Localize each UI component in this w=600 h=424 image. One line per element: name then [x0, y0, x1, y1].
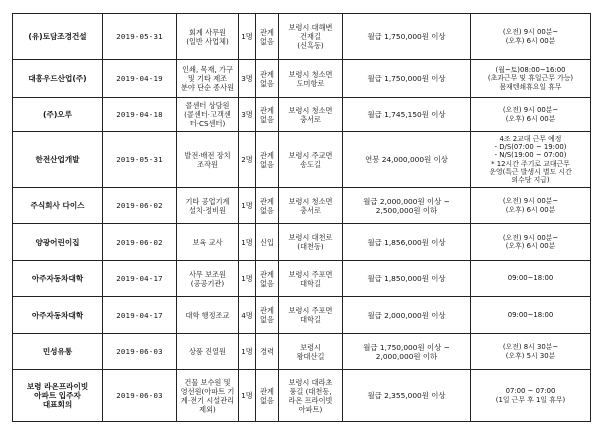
headcount-cell: 2명: [239, 132, 256, 188]
experience-cell: 관계 없음: [256, 261, 279, 297]
company-cell: 주식회사 다이스: [13, 188, 103, 224]
headcount-cell: 3명: [239, 98, 256, 132]
location-cell: 보령시 대해변 건재길 (신흑동): [279, 14, 343, 60]
experience-cell: 관계 없음: [256, 14, 279, 60]
headcount-cell: 1명: [239, 188, 256, 224]
job-title-cell: 건물 보수원 및 영선원(아파트 기 계·전기 시설관리 제외): [177, 370, 239, 422]
headcount-cell: 4명: [239, 297, 256, 334]
job-title-cell: 대학 행정조교: [177, 297, 239, 334]
hours-cell: (오전) 9시 00분~ (오후) 6시 00분: [471, 224, 591, 261]
company-cell: 민성유통: [13, 334, 103, 370]
pay-cell: 월급 1,745,150원 이상: [343, 98, 471, 132]
company-cell: (유)토담조경건설: [13, 14, 103, 60]
hours-cell: (월~토)08:00~16:00 (초과근무 및 휴일근무 가능) 몸재텐쇄휴요일 휴무: [471, 60, 591, 98]
deadline-cell: 2019-04-19: [103, 60, 177, 98]
headcount-cell: 3명: [239, 60, 256, 98]
job-title-cell: 보육 교사: [177, 224, 239, 261]
experience-cell: 관계 없음: [256, 98, 279, 132]
table-row: [13, 188, 591, 224]
job-title-cell: 기타 공업기계 설치·정비원: [177, 188, 239, 224]
company-cell: 양광어린이집: [13, 224, 103, 261]
headcount-cell: 1명: [239, 14, 256, 60]
deadline-cell: 2019-06-02: [103, 224, 177, 261]
hours-cell: 09:00~18:00: [471, 297, 591, 334]
company-cell: 대흥우드산업(주): [13, 60, 103, 98]
hours-cell: (오전) 8시 30분~ (오후) 5시 30분: [471, 334, 591, 370]
deadline-cell: 2019-04-17: [103, 297, 177, 334]
deadline-cell: 2019-05-31: [103, 132, 177, 188]
pay-cell: 월급 1,750,000원 이상: [343, 14, 471, 60]
experience-cell: 관계 없음: [256, 132, 279, 188]
job-listing-table: [12, 13, 591, 422]
location-cell: 보령시 청소면 도미항로: [279, 60, 343, 98]
location-cell: 보령시 대라초 풍길 (대천동, 라온 프라이빗 아파트): [279, 370, 343, 422]
job-title-cell: 상품 진열원: [177, 334, 239, 370]
table-row: [13, 370, 591, 422]
pay-cell: 월급 2,355,000원 이상: [343, 370, 471, 422]
headcount-cell: 1명: [239, 334, 256, 370]
location-cell: 보령시 청소면 충서로: [279, 188, 343, 224]
deadline-cell: 2019-06-03: [103, 370, 177, 422]
headcount-cell: 1명: [239, 261, 256, 297]
pay-cell: 월급 1,750,000원 이상 ~ 2,000,000원 이하: [343, 334, 471, 370]
company-cell: 한전산업개발: [13, 132, 103, 188]
table-row: [13, 60, 591, 98]
table-row: [13, 98, 591, 132]
hours-cell: (오전) 9시 00분~ (오후) 6시 00분: [471, 98, 591, 132]
experience-cell: 관계 없음: [256, 188, 279, 224]
hours-cell: 4조 2교대 근무 예정 - D/S(07:00 ~ 19:00) - N/S(19:00 ~ 07:00) * 12시간 주기로 교대근무 운영(특근 발생시 별도 시간 외수당 지급): [471, 132, 591, 188]
pay-cell: 월급 2,000,000원 이상: [343, 297, 471, 334]
company-cell: (주)오루: [13, 98, 103, 132]
pay-cell: 월급 2,000,000원 이상 ~ 2,500,000원 이하: [343, 188, 471, 224]
deadline-cell: 2019-04-18: [103, 98, 177, 132]
company-cell: 보령 라온프라이빗 아파트 입주자 대표회의: [13, 370, 103, 422]
deadline-cell: 2019-04-17: [103, 261, 177, 297]
table-row: [13, 334, 591, 370]
headcount-cell: 1명: [239, 224, 256, 261]
company-cell: 아주자동차대학: [13, 261, 103, 297]
experience-cell: 관계 없음: [256, 60, 279, 98]
headcount-cell: 1명: [239, 370, 256, 422]
pay-cell: 월급 1,856,000원 이상: [343, 224, 471, 261]
experience-cell: 경력: [256, 334, 279, 370]
job-title-cell: 콜센터 상담원 (콜센터·고객센 터·CS센터): [177, 98, 239, 132]
pay-cell: 월급 1,850,000원 이상: [343, 261, 471, 297]
location-cell: 보령시 주포면 대학길: [279, 261, 343, 297]
hours-cell: (오전) 9시 00분~ (오후) 6시 00분: [471, 188, 591, 224]
location-cell: 보령시 왕대산길: [279, 334, 343, 370]
hours-cell: 09:00~18:00: [471, 261, 591, 297]
experience-cell: 관계 없음: [256, 370, 279, 422]
job-title-cell: 인쇄, 목재, 가구 및 기타 제조 분야 단순 종사원: [177, 60, 239, 98]
location-cell: 보령시 주교면 송도길: [279, 132, 343, 188]
job-title-cell: 회계 사무원 (일반 사업체): [177, 14, 239, 60]
table-row: [13, 297, 591, 334]
deadline-cell: 2019-06-02: [103, 188, 177, 224]
job-title-cell: 발전·배전 장치 조작원: [177, 132, 239, 188]
table-row: [13, 261, 591, 297]
location-cell: 보령시 주포면 대학길: [279, 297, 343, 334]
pay-cell: 월급 1,750,000원 이상: [343, 60, 471, 98]
job-listing-table-container: [12, 13, 590, 422]
job-title-cell: 사무 보조원 (공공기관): [177, 261, 239, 297]
location-cell: 보령시 대천로 (대천동): [279, 224, 343, 261]
deadline-cell: 2019-05-31: [103, 14, 177, 60]
hours-cell: 07:00 ~ 07:00 (1일 근무 후 1일 휴무): [471, 370, 591, 422]
location-cell: 보령시 청소면 충서로: [279, 98, 343, 132]
table-row: [13, 224, 591, 261]
table-row: [13, 14, 591, 60]
table-row: [13, 132, 591, 188]
deadline-cell: 2019-06-03: [103, 334, 177, 370]
experience-cell: 신입: [256, 224, 279, 261]
hours-cell: (오전) 9시 00분~ (오후) 6시 00분: [471, 14, 591, 60]
company-cell: 아주자동차대학: [13, 297, 103, 334]
experience-cell: 관계 없음: [256, 297, 279, 334]
pay-cell: 연봉 24,000,000원 이상: [343, 132, 471, 188]
